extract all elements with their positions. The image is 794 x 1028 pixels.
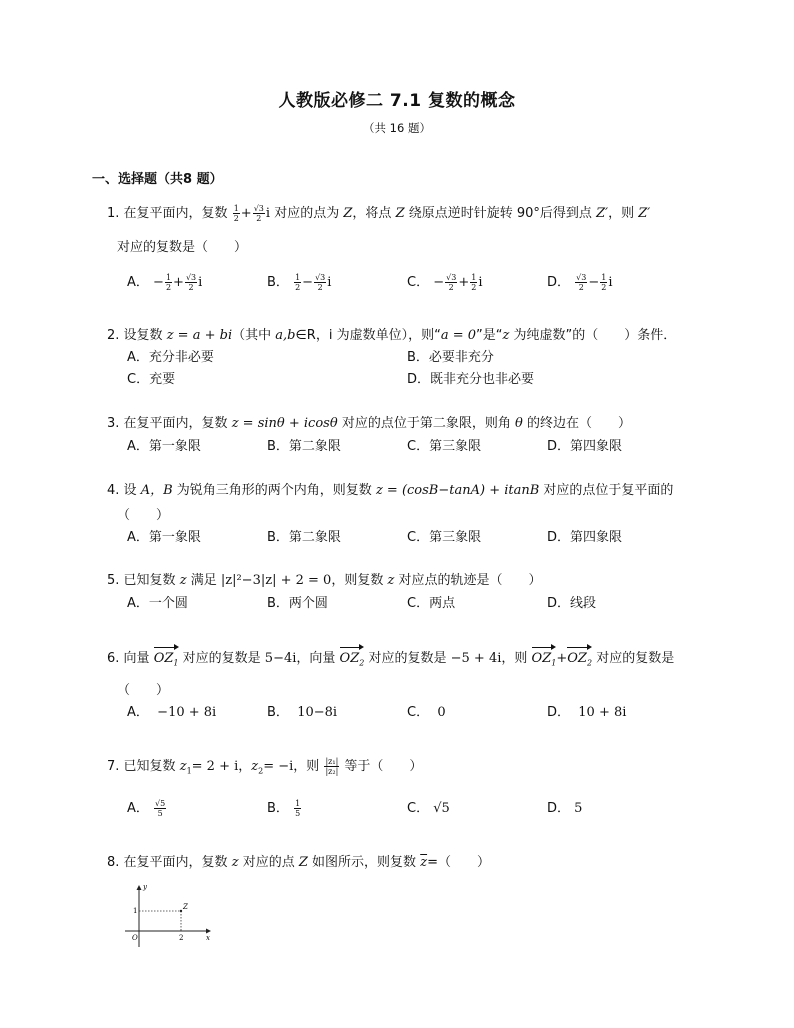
point-z <box>180 910 182 912</box>
question-number: 7. <box>107 759 124 774</box>
option-b: B．必要非充分 <box>407 350 494 365</box>
question-number: 6. <box>107 651 124 666</box>
page-subtitle: （共 16 题） <box>363 121 431 135</box>
option-b: B．第二象限 <box>267 439 341 454</box>
question-number: 4. <box>107 483 124 498</box>
y-axis-label: y <box>143 883 147 891</box>
option-c: C．两点 <box>407 596 456 611</box>
page-title: 人教版必修二 7.1 复数的概念 <box>278 91 516 111</box>
option-b: B． 10−8i <box>267 705 338 720</box>
question-number: 3. <box>107 416 124 431</box>
option-a: A． − $\frac{1}{2}$ + $\frac{√3}{2}$ i <box>127 273 203 292</box>
option-d: D．线段 <box>547 596 597 611</box>
question-number: 8. <box>107 855 124 870</box>
question-5: 5. 已知复数 z 满足 |z|²−3|z| + 2 = 0，则复数 z 对应点的轨迹是（ ） <box>107 573 542 588</box>
option-c: C． − $\frac{√3}{2}$ + $\frac{1}{2}$ i <box>407 273 483 292</box>
x-axis-label: x <box>206 934 210 942</box>
option-b: B． $\frac{1}{2}$ − $\frac{√3}{2}$ i <box>267 273 332 292</box>
question-number: 5. <box>107 573 124 588</box>
question-4-line2: （ ） <box>117 508 170 523</box>
option-d: D．既非充分也非必要 <box>407 372 535 387</box>
option-a: A． $\frac{√5}{5}$ <box>127 799 166 818</box>
x-tick-label: 2 <box>179 934 184 942</box>
option-b: B．两个圆 <box>267 596 328 611</box>
option-d: D．第四象限 <box>547 439 623 454</box>
option-c: C．充要 <box>127 372 176 387</box>
option-b: B． $\frac{1}{5}$ <box>267 799 301 818</box>
question-7: 7. 已知复数 $z_1= 2 + i$，$z_2= -i$，则 $\frac{\text{|z₁|}}{\text{|z₂|}}$ 等于（ ） <box>107 757 423 776</box>
option-c: C．第三象限 <box>407 530 482 545</box>
origin-label: O <box>132 934 138 942</box>
option-a: A．充分非必要 <box>127 350 214 365</box>
option-c: C． √5 <box>407 801 450 816</box>
fraction: $\frac{√3}{2}$ <box>253 204 264 223</box>
option-d: D． 5 <box>547 801 583 816</box>
vector-oz2: $OZ_2$ <box>567 649 592 674</box>
option-d: D． 10 + 8i <box>547 705 627 720</box>
complex-plane-figure <box>123 881 223 951</box>
question-1: 1. 在复平面内，复数 $\frac{1}{2}$ + $\frac{√3}{2}$ i 对应的点为 Z，将点 Z 绕原点逆时针旋转 90°后得到点 Z′，则 Z′ <box>107 204 651 223</box>
vector-oz2: $OZ_2$ <box>340 649 365 674</box>
question-6: 6. 向量 $OZ_1$ 对应的复数是 5−4i，向量 $OZ_2$ 对应的复数是 −5 + 4i，则 $OZ_1+OZ_2$ 对应的复数是 <box>107 649 674 674</box>
question-6-line2: （ ） <box>117 683 170 698</box>
option-d: D． $\frac{√3}{2}$ − $\frac{1}{2}$ i <box>547 273 613 292</box>
option-b: B．第二象限 <box>267 530 341 545</box>
option-c: C．第三象限 <box>407 439 482 454</box>
question-number: 1. <box>107 206 124 221</box>
option-a: A．第一象限 <box>127 439 201 454</box>
question-3: 3. 在复平面内，复数 z = sinθ + icosθ 对应的点位于第二象限，则角 θ 的终边在（ ） <box>107 416 631 431</box>
vector-oz1: $OZ_1$ <box>154 649 179 674</box>
x-axis-arrow <box>206 929 211 934</box>
vector-oz1: $OZ_1$ <box>532 649 557 674</box>
option-a: A．第一象限 <box>127 530 201 545</box>
question-8: 8. 在复平面内，复数 z 对应的点 Z 如图所示，则复数 $\overline{z}=$（ ） <box>107 855 490 870</box>
option-c: C． 0 <box>407 705 446 720</box>
option-d: D．第四象限 <box>547 530 623 545</box>
fraction: $\frac{\text{|z₁|}}{\text{|z₂|}}$ <box>325 757 339 776</box>
y-tick-label: 1 <box>133 907 138 915</box>
y-axis-arrow <box>137 885 142 890</box>
section-heading: 一、选择题（共8 题） <box>92 172 223 187</box>
option-a: A．一个圆 <box>127 596 188 611</box>
fraction: $\frac{1}{2}$ <box>233 204 239 223</box>
question-4: 4. 设 A，B 为锐角三角形的两个内角，则复数 z = (cosB−tanA) + itanB 对应的点位于复平面的 <box>107 483 674 498</box>
option-a: A． −10 + 8i <box>127 705 217 720</box>
question-2: 2. 设复数 z = a + bi（其中 a,b∈R，i 为虚数单位），则“a = 0”是“z 为纯虚数”的（ ）条件． <box>107 328 677 343</box>
question-1-line2: 对应的复数是（ ） <box>117 240 248 255</box>
question-number: 2. <box>107 328 124 343</box>
point-label: Z <box>183 903 188 911</box>
